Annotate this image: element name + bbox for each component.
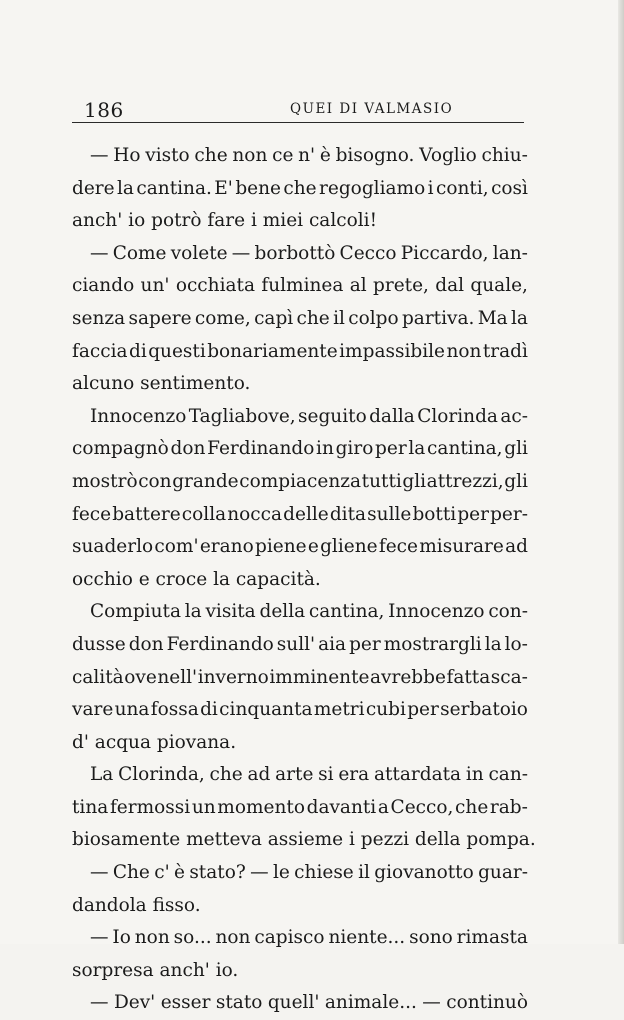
text-line: vare una fossa di cinquanta metri cubi per serbatoio (72, 699, 528, 721)
text-line: faccia di questi bonariamente impassibile non tradì (72, 340, 528, 362)
text-line: — Che c' è stato? — le chiese il giovanotto guar- (90, 862, 528, 884)
running-title: QUEI DI VALMASIO (290, 101, 454, 117)
text-line: — Dev' esser stato quell' animale... — continuò (90, 992, 528, 1014)
text-line: alcuno sentimento. (72, 373, 251, 395)
text-line: ciando un' occhiata fulminea al prete, dal quale, (72, 275, 528, 297)
text-line: fece battere colla nocca delle dita sulle botti per per- (72, 503, 528, 525)
text-line: dere la cantina. E' bene che regogliamo i conti, così (72, 177, 528, 199)
text-line: compagnò don Ferdinando in giro per la cantina, gli (72, 438, 528, 460)
text-line: tina fermossi un momento davanti a Cecco, che rab- (72, 796, 528, 818)
text-line: senza sapere come, capì che il colpo partiva. Ma la (72, 307, 528, 329)
text-line: dusse don Ferdinando sull' aia per mostrargli la lo- (72, 633, 528, 655)
text-line: La Clorinda, che ad arte si era attardata in can- (90, 764, 528, 786)
text-line: d' acqua piovana. (72, 731, 237, 753)
body-text (72, 140, 536, 1020)
text-line: sorpresa anch' io. (72, 959, 239, 981)
page-edge (618, 0, 624, 944)
page-number: 186 (84, 98, 124, 122)
text-line: anch' io potrò fare i miei calcoli! (72, 210, 378, 232)
text-line: dandola fisso. (72, 894, 201, 916)
text-line: suaderlo com' erano piene e gliene fece misurare ad (72, 536, 528, 558)
text-line: occhio e croce la capacità. (72, 568, 321, 590)
text-line: Compiuta la visita della cantina, Innocenzo con- (90, 601, 528, 623)
text-line: — Come volete — borbottò Cecco Piccardo, lan- (90, 242, 528, 264)
text-line: Innocenzo Tagliabove, seguito dalla Clorinda ac- (90, 405, 528, 427)
text-line: — Io non so... non capisco niente... sono rimasta (90, 927, 528, 949)
text-line: — Ho visto che non ce n' è bisogno. Voglio chiu- (90, 145, 528, 166)
page-header (72, 96, 524, 123)
text-line: biosamente metteva assieme i pezzi della pompa. (72, 829, 536, 851)
text-line: calità ove nell' inverno imminente avrebbe fatta sca- (72, 666, 528, 688)
text-line: mostrò con grande compiacenza tutti gli attrezzi, gli (72, 470, 528, 492)
